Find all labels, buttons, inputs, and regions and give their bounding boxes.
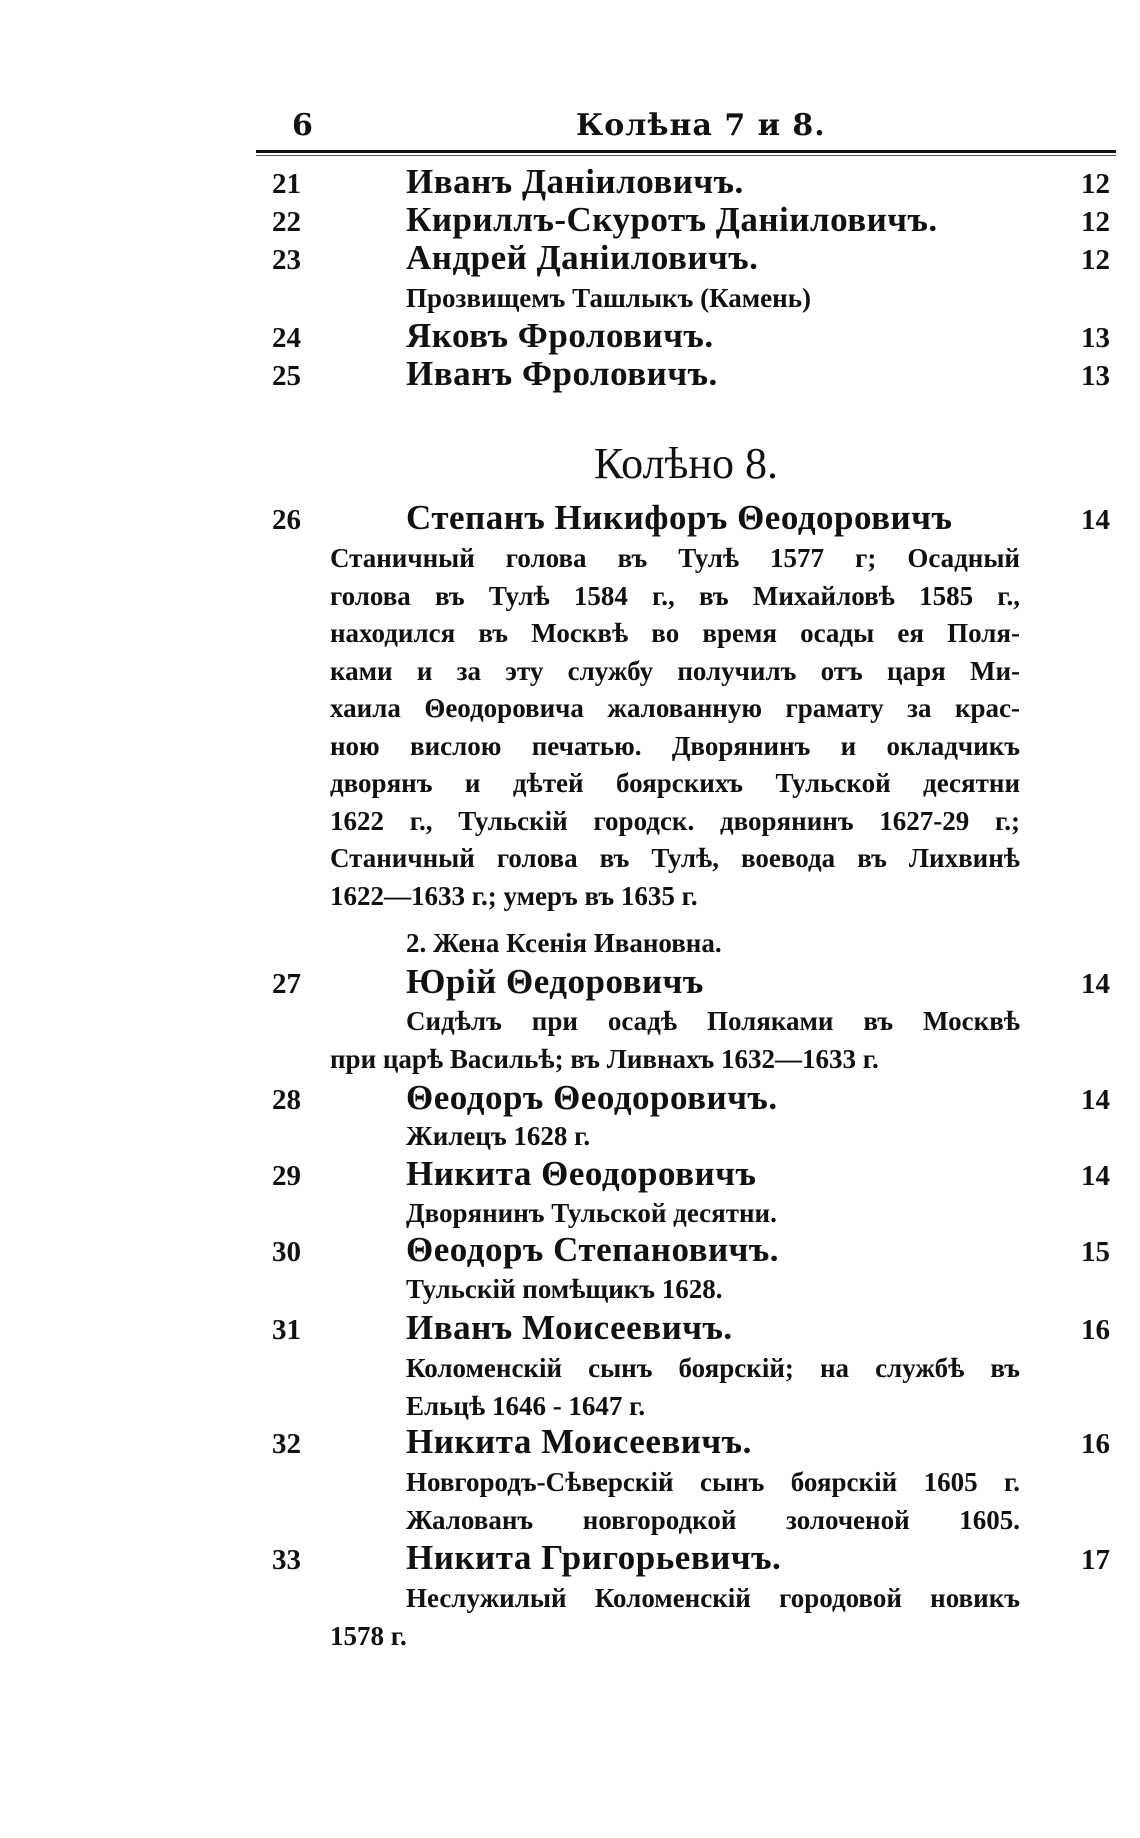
generation-number: 14 <box>1081 504 1110 536</box>
entry-31-biography <box>406 1350 1020 1425</box>
biography-line: голова въ Тулѣ 1584 г., въ Михайловѣ 1585 г., <box>330 580 1020 611</box>
entry-number: 24 <box>272 322 301 354</box>
entry-name: Никита Григорьевичъ. <box>406 1538 782 1577</box>
biography-line: Жалованъ новгородкой золоченой 1605. <box>406 1504 1020 1535</box>
page-header <box>256 108 1116 148</box>
biography-line: Сидѣлъ при осадѣ Поляками въ Москвѣ <box>406 1006 1020 1036</box>
generation-number: 15 <box>1081 1236 1110 1268</box>
entry-name: Никита Θеодоровичъ <box>406 1154 757 1193</box>
entry-27-biography <box>330 1003 1020 1078</box>
generation-number: 12 <box>1081 206 1110 238</box>
entry-name: Андрей Даніиловичъ. <box>406 238 759 277</box>
entry-26-biography <box>330 540 1020 915</box>
generation-number: 12 <box>1081 168 1110 200</box>
page-number: 6 <box>292 108 313 143</box>
biography-line: при царѣ Васильѣ; въ Ливнахъ 1632—1633 г. <box>330 1043 879 1074</box>
generation-number: 17 <box>1081 1544 1110 1576</box>
biography-line: хаила Θеодоровича жалованную грамату за крас- <box>330 693 1020 723</box>
entry-name: Иванъ Фроловичъ. <box>406 354 718 393</box>
entry-number: 25 <box>272 360 301 392</box>
entry-number: 32 <box>272 1428 301 1460</box>
biography-line: Станичный голова въ Тулѣ 1577 г; Осадный <box>330 543 1020 573</box>
entry-number: 33 <box>272 1544 301 1576</box>
entry-name: Θеодоръ Степановичъ. <box>406 1230 780 1269</box>
entry-26-wife: 2. Жена Ксенія Ивановна. <box>406 928 722 958</box>
generation-number: 14 <box>1081 968 1110 1000</box>
biography-line: Станичный голова въ Тулѣ, воевода въ Лихвинѣ <box>330 843 1020 873</box>
biography-line: Коломенскій сынъ боярскій; на службѣ въ <box>406 1353 1020 1383</box>
entry-number: 28 <box>272 1084 301 1116</box>
biography-line: Новгородъ-Сѣверскій сынъ боярскій 1605 г. <box>406 1467 1020 1497</box>
entry-name: Яковъ Фроловичъ. <box>406 316 714 355</box>
entry-number: 30 <box>272 1236 301 1268</box>
entry-33-biography <box>330 1580 1020 1655</box>
entry-name: Юрій Θедоровичъ <box>406 962 704 1001</box>
entry-number: 31 <box>272 1314 301 1346</box>
entry-name: Никита Моисеевичъ. <box>406 1422 752 1461</box>
entry-28-note: Жилецъ 1628 г. <box>406 1121 591 1151</box>
entry-number: 23 <box>272 244 301 276</box>
entry-name: Степанъ Никифоръ Θеодоровичъ <box>406 498 953 537</box>
entry-number: 27 <box>272 968 301 1000</box>
entry-number: 26 <box>272 504 301 536</box>
biography-line: 1578 г. <box>330 1620 407 1651</box>
running-title: Колѣна 7 и 8. <box>576 108 826 143</box>
generation-number: 14 <box>1081 1084 1110 1116</box>
biography-line: 1622 г., Тульскій городск. дворянинъ 1627-29 г.; <box>330 805 1020 836</box>
biography-line: 1622—1633 г.; умеръ въ 1635 г. <box>330 880 698 911</box>
entry-32-biography <box>406 1464 1020 1539</box>
entry-29-note: Дворянинъ Тульской десятни. <box>406 1198 777 1228</box>
biography-line: Неслужилый Коломенскій городовой новикъ <box>406 1583 1020 1613</box>
generation-number: 14 <box>1081 1160 1110 1192</box>
generation-number: 12 <box>1081 244 1110 276</box>
biography-line: Ельцѣ 1646 - 1647 г. <box>406 1390 646 1421</box>
generation-number: 16 <box>1081 1428 1110 1460</box>
biography-line: ками и за эту службу получилъ отъ царя Ми- <box>330 655 1020 686</box>
entry-name: Θеодоръ Θеодоровичъ. <box>406 1078 778 1117</box>
entry-name: Иванъ Даніиловичъ. <box>406 162 744 201</box>
entry-number: 21 <box>272 168 301 200</box>
entry-30-note: Тульскій помѣщикъ 1628. <box>406 1274 723 1304</box>
section-heading: Колѣно 8. <box>594 439 778 488</box>
biography-line: ною вислою печатью. Дворянинъ и окладчикъ <box>330 730 1020 761</box>
biography-line: находился въ Москвѣ во время осады ея Поля- <box>330 618 1020 648</box>
entry-name: Иванъ Моисеевичъ. <box>406 1308 733 1347</box>
generation-number: 13 <box>1081 322 1110 354</box>
biography-line: дворянъ и дѣтей боярскихъ Тульской десятни <box>330 768 1020 798</box>
header-rule-thin <box>256 155 1116 156</box>
entry-number: 29 <box>272 1160 301 1192</box>
entry-number: 22 <box>272 206 301 238</box>
entry-23-note: Прозвищемъ Ташлыкъ (Камень) <box>406 283 811 313</box>
generation-number: 13 <box>1081 360 1110 392</box>
generation-number: 16 <box>1081 1314 1110 1346</box>
header-rule <box>256 150 1116 153</box>
entry-name: Кириллъ-Скуротъ Даніиловичъ. <box>406 200 938 239</box>
